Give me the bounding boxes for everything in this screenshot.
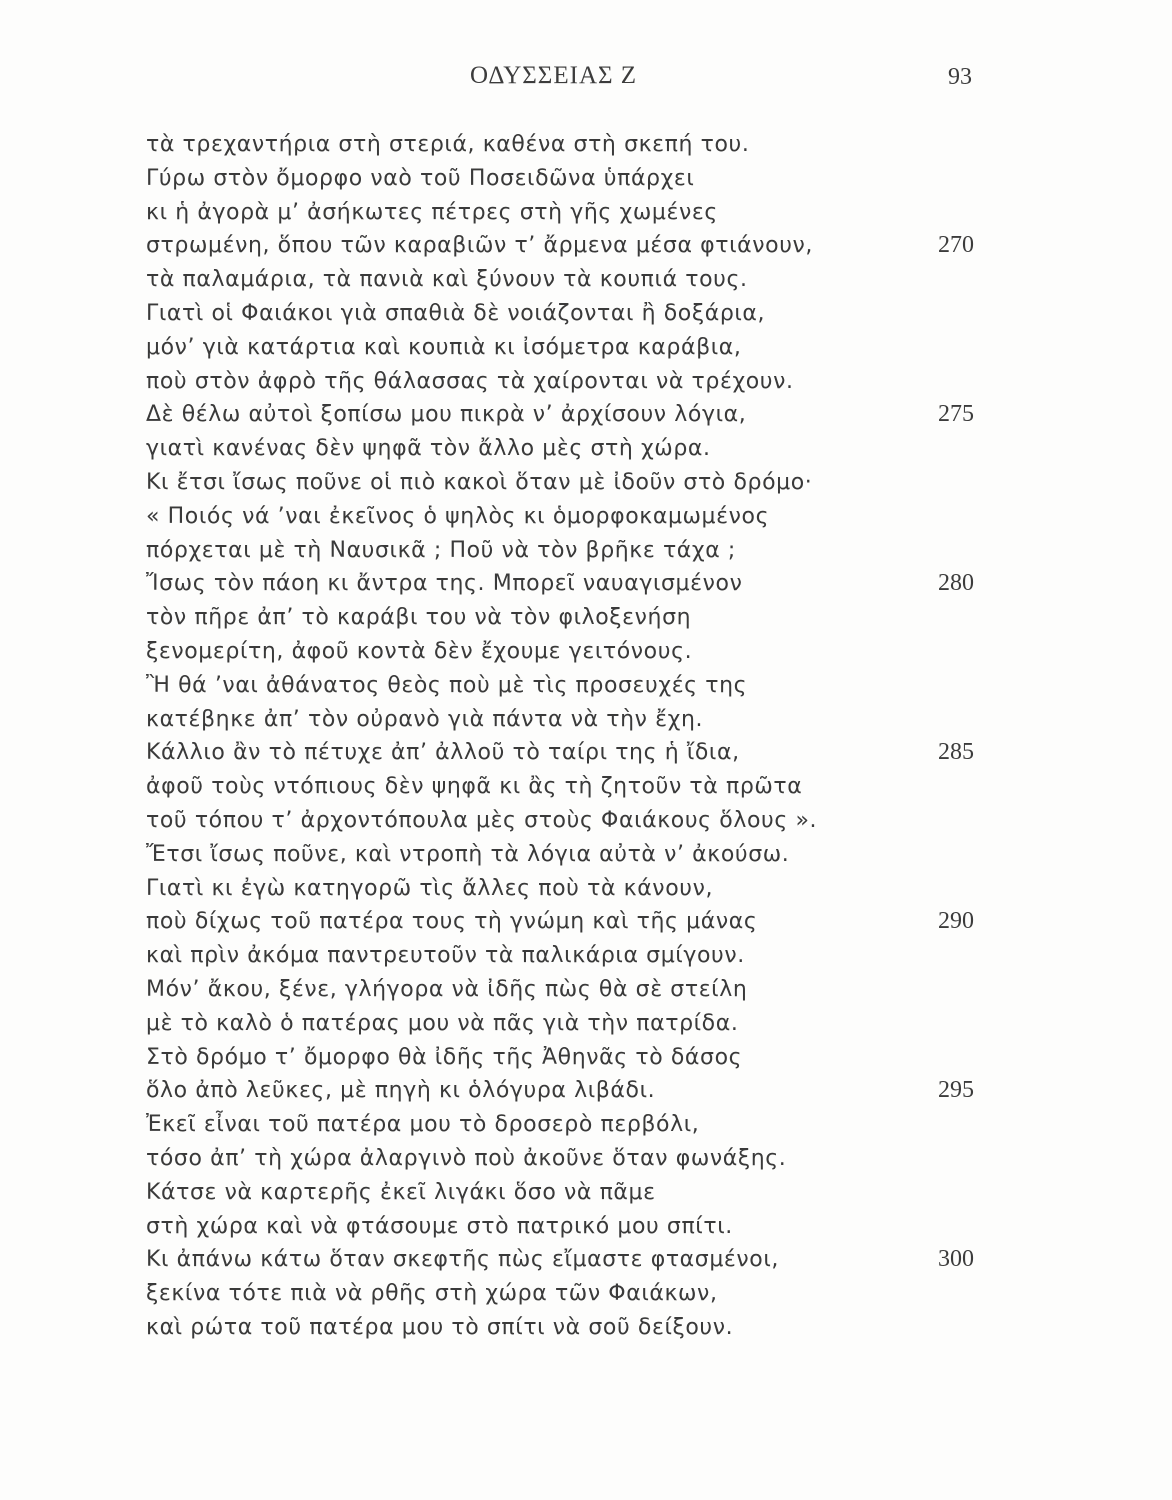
verse-line <box>146 669 986 703</box>
verse-text: « Ποιός νά ’ναι ἐκεῖνος ὁ ψηλὸς κι ὁμορφοκαμωμένος <box>146 503 770 529</box>
verse-line <box>146 263 986 297</box>
line-number: 280 <box>938 570 974 597</box>
line-number: 285 <box>938 739 974 766</box>
verse-line <box>146 534 986 568</box>
verse-text: καὶ πρὶν ἀκόμα παντρευτοῦν τὰ παλικάρια σμίγουν. <box>146 943 745 969</box>
running-head <box>0 62 1172 98</box>
verse-text: ποὺ στὸν ἀφρὸ τῆς θάλασσας τὰ χαίρονται νὰ τρέχουν. <box>146 368 794 394</box>
verse-line <box>146 635 986 669</box>
verse-text: τόσο ἀπ’ τὴ χώρα ἀλαργινὸ ποὺ ἀκοῦνε ὅταν φωνάξης. <box>146 1145 787 1171</box>
verse-text: πόρχεται μὲ τὴ Ναυσικᾶ ; Ποῦ νὰ τὸν βρῆκε τάχα ; <box>146 537 736 563</box>
verse-text: Ἔτσι ἴσως ποῦνε, καὶ ντροπὴ τὰ λόγια αὐτὰ ν’ ἀκούσω. <box>146 841 790 867</box>
verse-line <box>146 1007 986 1041</box>
line-number: 270 <box>938 232 974 259</box>
verse-text: Ἢ θά ’ναι ἀθάνατος θεὸς ποὺ μὲ τὶς προσευχές της <box>146 672 748 698</box>
verse-line <box>146 1074 986 1108</box>
verse-line <box>146 297 986 331</box>
verse-line <box>146 398 986 432</box>
verse-text: καὶ ρώτα τοῦ πατέρα μου τὸ σπίτι νὰ σοῦ δείξουν. <box>146 1314 734 1340</box>
verse-text: Κάλλιο ἂν τὸ πέτυχε ἀπ’ ἀλλοῦ τὸ ταίρι της ἡ ἴδια, <box>146 740 740 766</box>
verse-line <box>146 872 986 906</box>
verse-text: ἀφοῦ τοὺς ντόπιους δὲν ψηφᾶ κι ἂς τὴ ζητοῦν τὰ πρῶτα <box>146 774 803 800</box>
verse-text: ὅλο ἀπὸ λεῦκες, μὲ πηγὴ κι ὁλόγυρα λιβάδι. <box>146 1078 656 1104</box>
verse-text: ξεκίνα τότε πιὰ νὰ ρθῆς στὴ χώρα τῶν Φαιάκων, <box>146 1281 718 1307</box>
verse-line <box>146 1311 986 1345</box>
verse-line <box>146 196 986 230</box>
verse-line <box>146 905 986 939</box>
verse-text: κι ἡ ἀγορὰ μ’ ἀσήκωτες πέτρες στὴ γῆς χωμένες <box>146 199 718 225</box>
verse-line <box>146 703 986 737</box>
verse-line <box>146 162 986 196</box>
verse-line <box>146 229 986 263</box>
verse-line <box>146 500 986 534</box>
verse-text: κατέβηκε ἀπ’ τὸν οὐρανὸ γιὰ πάντα νὰ τὴν ἔχη. <box>146 706 704 732</box>
verse-line <box>146 1108 986 1142</box>
line-number: 295 <box>938 1077 974 1104</box>
verse-line <box>146 736 986 770</box>
verse-text: Γιατὶ οἱ Φαιάκοι γιὰ σπαθιὰ δὲ νοιάζονται ἢ δοξάρια, <box>146 300 766 326</box>
verse-text: στὴ χώρα καὶ νὰ φτάσουμε στὸ πατρικό μου σπίτι. <box>146 1213 733 1239</box>
verse-text: Μόν’ ἄκου, ξένε, γλήγορα νὰ ἰδῆς πὼς θὰ σὲ στείλη <box>146 976 748 1002</box>
verse-text: μὲ τὸ καλὸ ὁ πατέρας μου νὰ πᾶς γιὰ τὴν πατρίδα. <box>146 1010 739 1036</box>
verse-line <box>146 804 986 838</box>
verse-line <box>146 1176 986 1210</box>
verse-text: Γιατὶ κι ἐγὼ κατηγορῶ τὶς ἄλλες ποὺ τὰ κάνουν, <box>146 875 714 901</box>
line-number: 290 <box>938 908 974 935</box>
verse-text: τὸν πῆρε ἀπ’ τὸ καράβι του νὰ τὸν φιλοξενήση <box>146 605 692 631</box>
verse-text: Ἴσως τὸν πάοη κι ἄντρα της. Μπορεῖ ναυαγισμένον <box>146 571 743 597</box>
verse-line <box>146 939 986 973</box>
verse-text: Δὲ θέλω αὐτοὶ ξοπίσω μου πικρὰ ν’ ἀρχίσουν λόγια, <box>146 402 747 428</box>
verse-text: Κι ἀπάνω κάτω ὅταν σκεφτῆς πὼς εἴμαστε φτασμένοι, <box>146 1247 780 1273</box>
verse-line <box>146 128 986 162</box>
verse-text: στρωμένη, ὅπου τῶν καραβιῶν τ’ ἄρμενα μέσα φτιάνουν, <box>146 233 814 259</box>
verse-line <box>146 1210 986 1244</box>
verse-line <box>146 973 986 1007</box>
verse-line <box>146 770 986 804</box>
verse-text: ξενομερίτη, ἀφοῦ κοντὰ δὲν ἔχουμε γειτόνους. <box>146 638 693 664</box>
verse-text: Κι ἔτσι ἴσως ποῦνε οἱ πιὸ κακοὶ ὅταν μὲ ἰδοῦν στὸ δρόμο· <box>146 469 813 495</box>
page-number: 93 <box>948 64 972 90</box>
verse-line <box>146 1243 986 1277</box>
verse-text: τοῦ τόπου τ’ ἀρχοντόπουλα μὲς στοὺς Φαιάκους ὅλους ». <box>146 807 818 833</box>
verse-text: τὰ τρεχαντήρια στὴ στεριά, καθένα στὴ σκεπή του. <box>146 132 750 157</box>
verse-line <box>146 1142 986 1176</box>
verse-text: ποὺ δίχως τοῦ πατέρα τους τὴ γνώμη καὶ τῆς μάνας <box>146 909 758 935</box>
verse-line <box>146 838 986 872</box>
line-number: 275 <box>938 401 974 428</box>
verse-block <box>146 128 986 1345</box>
verse-text: Γύρω στὸν ὄμορφο ναὸ τοῦ Ποσειδῶνα ὑπάρχει <box>146 165 695 191</box>
verse-line <box>146 331 986 365</box>
verse-line <box>146 432 986 466</box>
verse-line <box>146 1277 986 1311</box>
verse-text: Ἐκεῖ εἶναι τοῦ πατέρα μου τὸ δροσερὸ περβόλι, <box>146 1112 700 1138</box>
verse-text: τὰ παλαμάρια, τὰ πανιὰ καὶ ξύνουν τὰ κουπιά τους. <box>146 267 748 293</box>
running-title: ΟΔΥΣΣΕΙΑΣ Ζ <box>470 62 638 89</box>
verse-line <box>146 1041 986 1075</box>
verse-line <box>146 567 986 601</box>
verse-line <box>146 365 986 399</box>
line-number: 300 <box>938 1246 974 1273</box>
verse-line <box>146 601 986 635</box>
verse-text: Στὸ δρόμο τ’ ὄμορφο θὰ ἰδῆς τῆς Ἀθηνᾶς τὸ δάσος <box>146 1044 743 1070</box>
verse-line <box>146 466 986 500</box>
verse-text: μόν’ γιὰ κατάρτια καὶ κουπιὰ κι ἰσόμετρα καράβια, <box>146 334 742 360</box>
verse-text: γιατὶ κανένας δὲν ψηφᾶ τὸν ἄλλο μὲς στὴ χώρα. <box>146 436 711 462</box>
verse-text: Κάτσε νὰ καρτερῆς ἐκεῖ λιγάκι ὅσο νὰ πᾶμε <box>146 1179 656 1205</box>
